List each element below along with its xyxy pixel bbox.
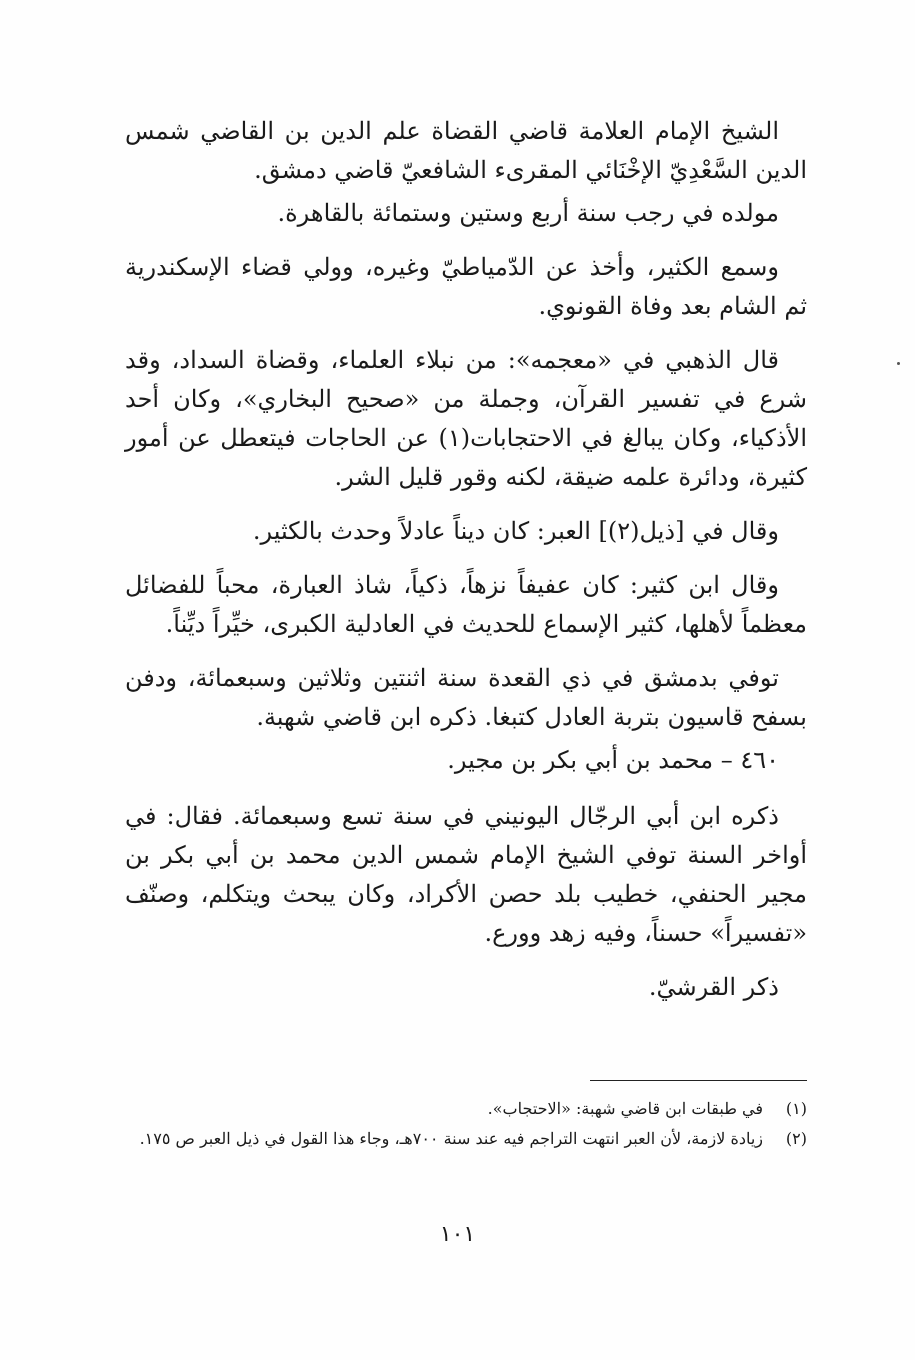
- footnote-divider: [590, 1080, 807, 1081]
- footnote: [125, 1094, 807, 1124]
- footnote: [125, 1124, 807, 1154]
- footnote-text: زيادة لازمة، لأن العبر انتهت التراجم فيه عند سنة ٧٠٠هـ، وجاء هذا القول في ذيل العبر ص ١٧٥.: [139, 1129, 763, 1148]
- footnote-number: (٢): [785, 1129, 807, 1148]
- paragraph-death: توفي بدمشق في ذي القعدة سنة اثنتين وثلاثين وسبعمائة، ودفن بسفح قاسيون بتربة العادل كتبغا. ذكره ابن قاضي شهبة.: [125, 664, 807, 731]
- entry-heading: ٤٦٠ – محمد بن أبي بكر بن مجير.: [447, 746, 779, 774]
- paragraph-dhahabi-quote: قال الذهبي في «معجمه»: من نبلاء العلماء، وقضاة السداد، وقد شرع في تفسير القرآن، وجملة من «صحيح البخاري»، وكان أحد الأذكياء، وكان يبالغ في الاحتجابات(١) عن الحاجات فيتعطل عن أمور كثيرة، ودائرة علمه ضيقة، لكنه وقور قليل الشر.: [125, 346, 808, 491]
- paragraph-birth: مولده في رجب سنة أربع وستين وستمائة بالقاهرة.: [277, 199, 779, 227]
- footnotes: [125, 1094, 807, 1154]
- footnote-text: في طبقات ابن قاضي شهبة: «الاحتجاب».: [487, 1099, 763, 1118]
- margin-speck: [897, 362, 900, 365]
- paragraph-entry-body: ذكره ابن أبي الرجّال اليونيني في سنة تسع وسبعمائة. فقال: في أواخر السنة توفي الشيخ الإمام شمس الدين محمد بن أبي بكر بن مجير الحنفي، خطيب بلد حصن الأكراد، وكان يبحث ويتكلم، وصنّف «تفسيراً» حسناً، وفيه زهد وورع.: [125, 802, 807, 947]
- paragraph-source: ذكر القرشيّ.: [648, 973, 779, 1001]
- main-text: [125, 112, 807, 1007]
- page-number: ١٠١: [439, 1222, 476, 1247]
- paragraph-biography-intro: الشيخ الإمام العلامة قاضي القضاة علم الدين بن القاضي شمس الدين السَّعْدِيّ الإخْنَائي المقرىء الشافعيّ قاضي دمشق.: [125, 117, 807, 184]
- paragraph-ibn-kathir-quote: وقال ابن كثير: كان عفيفاً نزهاً، ذكياً، شاذ العبارة، محباً للفضائل معظماً لأهلها، كثير الإسماع للحديث في العادلية الكبرى، خيِّراً ديِّناً.: [125, 571, 807, 638]
- footnote-number: (١): [785, 1099, 807, 1118]
- paragraph-studies: وسمع الكثير، وأخذ عن الدّمياطيّ وغيره، وولي قضاء الإسكندرية ثم الشام بعد وفاة القونوي.: [125, 253, 807, 320]
- paragraph-dhayl-quote: وقال في [ذيل(٢)] العبر: كان ديناً عادلاً وحدث بالكثير.: [252, 517, 779, 545]
